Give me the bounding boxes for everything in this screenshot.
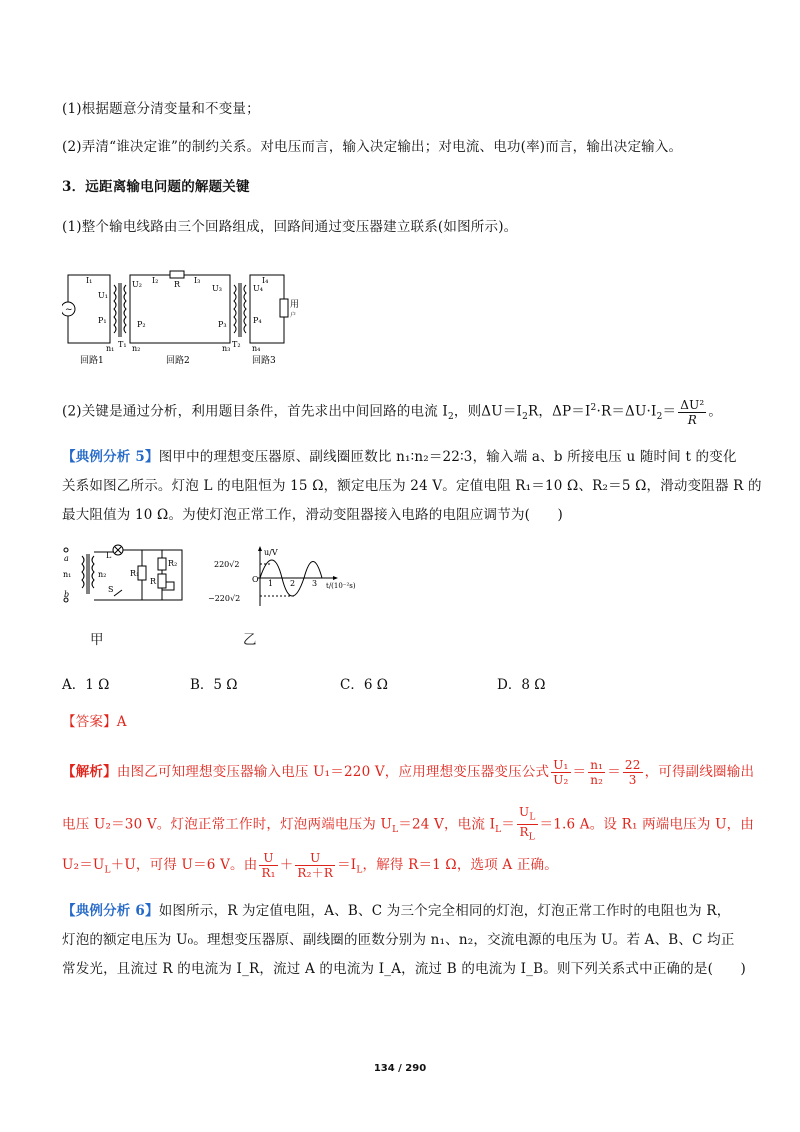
svg-text:P₄: P₄ [253, 316, 262, 325]
svg-text:n₃: n₃ [222, 344, 231, 353]
example-5-tag: 【典例分析 5】 [62, 449, 159, 465]
svg-text:R: R [150, 577, 157, 586]
svg-text:t/(10⁻²s): t/(10⁻²s) [326, 582, 356, 590]
svg-text:u/V: u/V [264, 548, 278, 557]
svg-text:R₁: R₁ [130, 569, 140, 578]
svg-text:U₁: U₁ [98, 291, 108, 300]
svg-text:I₄: I₄ [262, 276, 269, 285]
svg-text:I₂: I₂ [152, 276, 159, 285]
svg-text:U₂: U₂ [132, 280, 142, 289]
svg-text:用: 用 [290, 300, 300, 310]
paragraph-1: (1)根据题意分清变量和不变量； [62, 101, 260, 117]
formula-u-over-r1: $\frac{U}{\text{R₁}}$ [261, 851, 276, 880]
loop-3-label: 回路3 [252, 356, 276, 366]
example-6-line-3: 常发光，且流过 R 的电流为 I_R，流过 A 的电流为 I_A，流过 B 的电流为 I_B。则下列关系式中正确的是( ) [62, 961, 746, 977]
paragraph-2: (2)弄清“谁决定谁”的制约关系。对电压而言，输入决定输出；对电流、电功(率)而言，输出决定输入。 [62, 139, 683, 155]
svg-text:R₂: R₂ [168, 559, 178, 568]
transmission-circuit-figure [62, 265, 312, 375]
svg-text:L: L [106, 551, 112, 560]
svg-text:−220√2: −220√2 [208, 594, 241, 603]
svg-text:S: S [108, 585, 114, 594]
svg-text:~: ~ [65, 305, 73, 315]
svg-text:P₃: P₃ [218, 320, 227, 329]
example-6-tag: 【典例分析 6】 [62, 903, 159, 919]
example-5-line-2: 关系如图乙所示。灯泡 L 的电阻恒为 15 Ω，额定电压为 24 V。定值电阻 R₁＝10 Ω、R₂＝5 Ω，滑动变阻器 R 的 [62, 478, 762, 494]
svg-text:U₄: U₄ [253, 284, 263, 293]
svg-text:I₁: I₁ [86, 276, 93, 285]
svg-text:3: 3 [312, 579, 318, 588]
svg-text:220√2: 220√2 [214, 560, 240, 569]
circuit-jia-figure [62, 544, 192, 608]
option-c: C．6 Ω [340, 677, 388, 693]
svg-text:P₁: P₁ [98, 316, 107, 325]
svg-text:R: R [174, 280, 181, 289]
svg-text:P₂: P₂ [137, 320, 146, 329]
formula-ul-over-rl: $\frac{U_L}{R_L}$ [519, 805, 536, 843]
svg-text:a: a [64, 554, 69, 563]
example-5-line-3: 最大阻值为 10 Ω。为使灯泡正常工作，滑动变阻器接入电路的电阻应调节为( ) [62, 507, 563, 523]
section-heading-3: 3．远距离输电问题的解题关键 [62, 179, 250, 195]
option-a: A．1 Ω [62, 677, 110, 693]
svg-text:T₁: T₁ [118, 340, 127, 349]
paragraph-3: (1)整个输电线路由三个回路组成，回路间通过变压器建立联系(如图所示)。 [62, 219, 518, 235]
analysis-line-1: 【解析】由图乙可知理想变压器输入电压 U₁＝220 V，应用理想变压器变压公式 $\frac{\text{U₁}}{\text{U₂}}$ ＝ $\frac{\text{n₁}}{\text{n₂}}$ ＝ $\frac{22}{3}$ ，可得副线圈输出 [62, 758, 755, 787]
svg-text:1: 1 [268, 579, 274, 588]
figure-yi-caption: 乙 [243, 632, 257, 648]
analysis-line-2: 电压 U₂＝30 V。灯泡正常工作时，灯泡两端电压为 $U_L=24$ V，电流 $I_L=$ $\frac{U_L}{R_L}$ ＝1.6 A。设 R₁ 两端电压为 U，由 [62, 805, 755, 843]
loop-1-label: 回路1 [80, 356, 104, 366]
example-5-line-1: 【典例分析 5】图甲中的理想变压器原、副线圈匝数比 n₁∶n₂＝22∶3，输入端 a、b 所接电压 u 随时间 t 的变化 [62, 449, 737, 465]
svg-text:n₂: n₂ [132, 344, 141, 353]
answer-line: 【答案】A [62, 714, 127, 730]
svg-text:T₂: T₂ [232, 340, 241, 349]
formula-22-over-3: $\frac{22}{3}$ [624, 758, 641, 787]
svg-text:O: O [252, 575, 259, 584]
formula-u-over-r2-plus-r: $\frac{U}{\text{R₂＋R}}$ [297, 851, 334, 880]
paragraph-4: (2)关键是通过分析，利用题目条件，首先求出中间回路的电流 $I_2$，则$\Delta U=I_2R$，$\Delta P=I^2\cdot R=\Delta U\cdot I_2=$ $\frac{\text{ΔU²}}{R}$ 。 [62, 397, 723, 427]
page-number: 134 / 290 [373, 1063, 427, 1074]
svg-text:b: b [64, 590, 70, 599]
svg-text:户: 户 [290, 312, 297, 319]
option-d: D．8 Ω [497, 677, 546, 693]
svg-text:n₄: n₄ [252, 344, 261, 353]
delta-u-squared-over-r: $\frac{\text{ΔU²}}{R}$ [680, 397, 705, 427]
svg-text:I₃: I₃ [194, 276, 201, 285]
svg-text:2: 2 [290, 579, 296, 588]
voltage-graph-figure [208, 546, 368, 608]
example-6-line-1: 【典例分析 6】如图所示，R 为定值电阻，A、B、C 为三个完全相同的灯泡，灯泡正常工作时的电阻也为 R， [62, 903, 731, 919]
svg-text:n₁: n₁ [63, 570, 72, 579]
figure-jia-caption: 甲 [90, 632, 104, 648]
svg-text:n₁: n₁ [106, 344, 115, 353]
loop-2-label: 回路2 [166, 356, 190, 366]
example-6-line-2: 灯泡的额定电压为 U₀。理想变压器原、副线圈的匝数分别为 n₁、n₂，交流电源的电压为 U。若 A、B、C 均正 [62, 932, 735, 948]
svg-text:U₃: U₃ [212, 284, 222, 293]
analysis-tag: 【解析】 [62, 764, 117, 780]
svg-text:n₂: n₂ [98, 570, 107, 579]
formula-n1-over-n2: $\frac{\text{n₁}}{\text{n₂}}$ [590, 758, 604, 787]
formula-u1-over-u2: $\frac{\text{U₁}}{\text{U₂}}$ [553, 758, 569, 787]
analysis-line-3: $U_2=U_L+U$，可得 U＝6 V。由 $\frac{U}{\text{R₁}}$ ＋ $\frac{U}{\text{R₂＋R}}$ $=I_L$，解得 R＝1 Ω，选项 A 正确。 [62, 851, 558, 880]
option-b: B．5 Ω [190, 677, 238, 693]
